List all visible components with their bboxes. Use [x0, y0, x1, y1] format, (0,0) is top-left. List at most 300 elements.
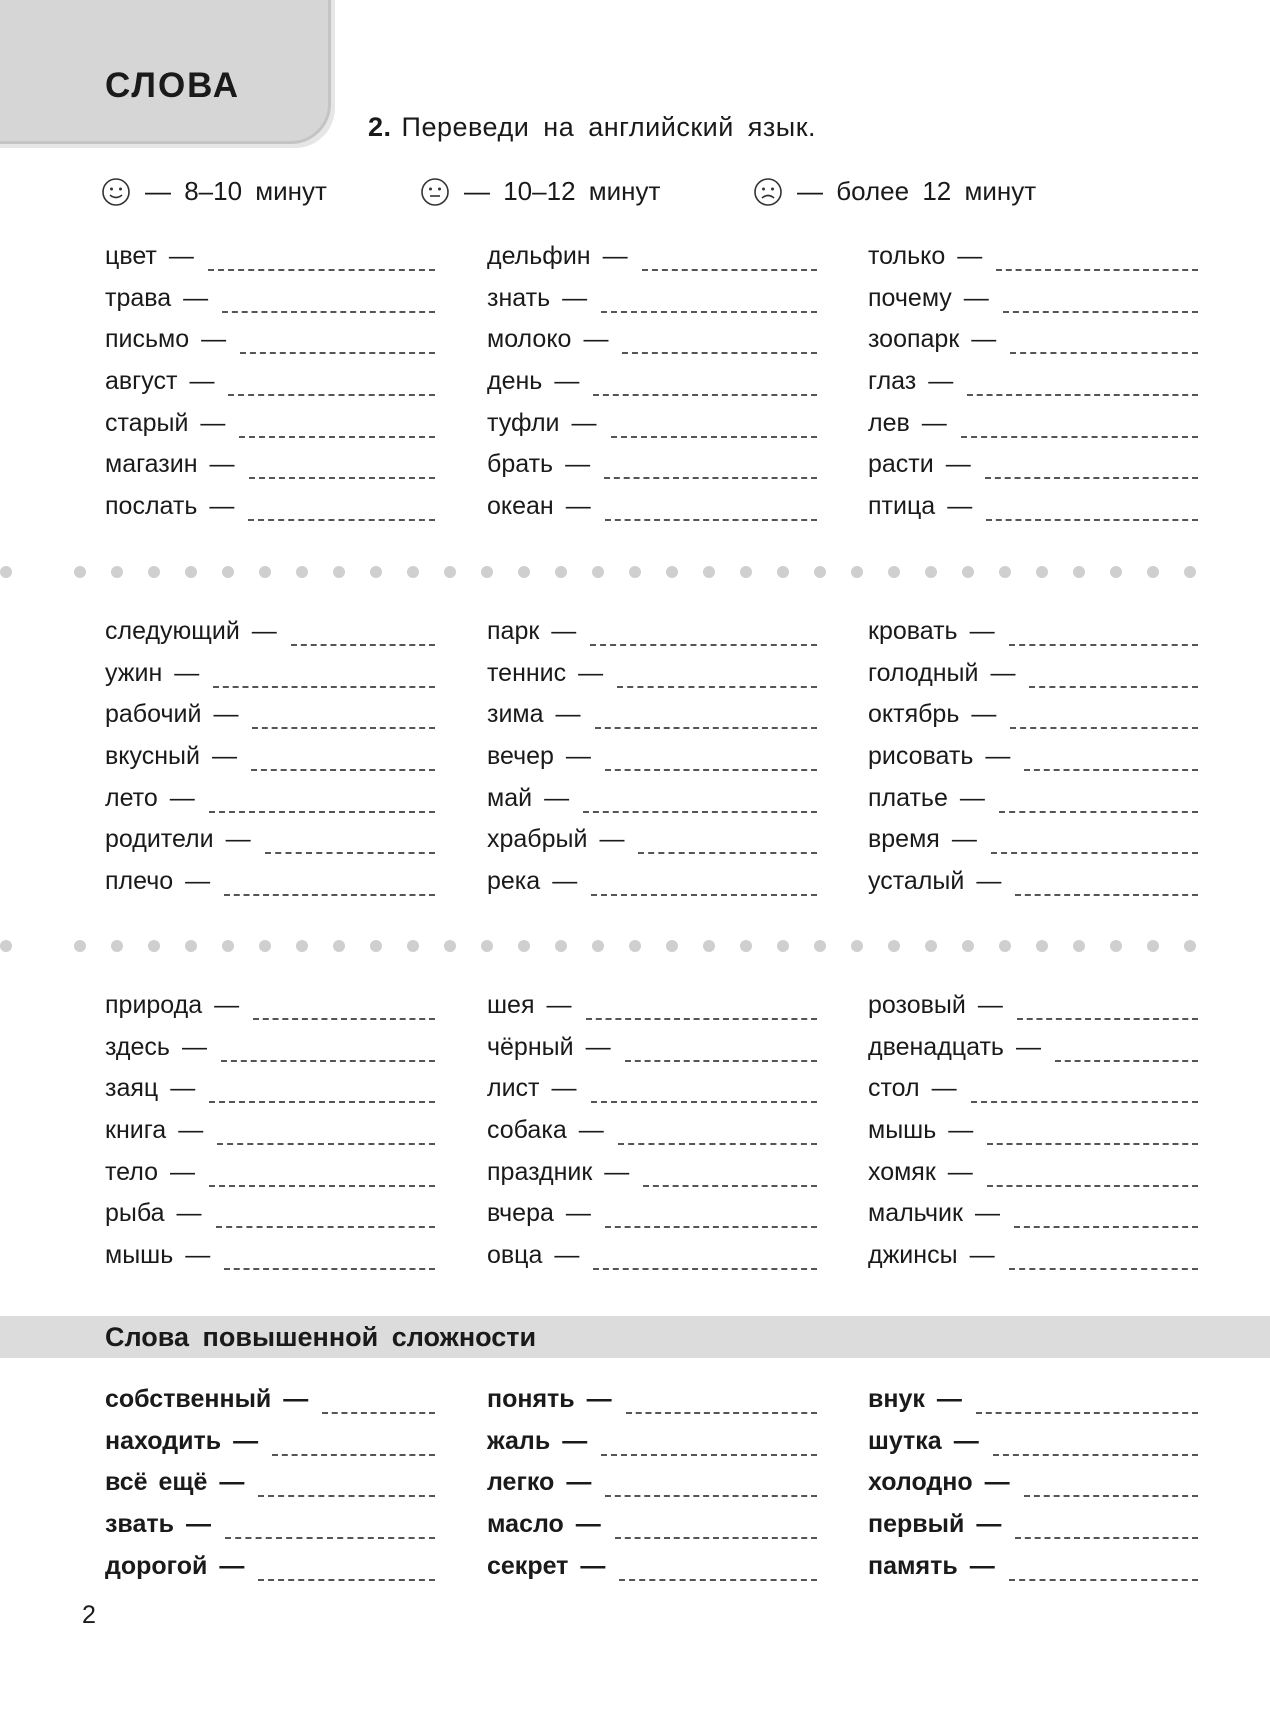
divider-dot: [925, 940, 937, 952]
word-row: [105, 1384, 435, 1426]
word-row: [487, 1467, 817, 1509]
divider-dot: [888, 940, 900, 952]
word: голодный: [868, 658, 979, 687]
dot-divider: [0, 940, 1270, 954]
dash: —: [578, 658, 604, 687]
divider-dot: [444, 566, 456, 578]
dash: —: [565, 1199, 591, 1228]
word-row: [105, 866, 435, 908]
answer-field[interactable]: [590, 616, 817, 646]
word: мальчик: [868, 1199, 963, 1228]
answer-field[interactable]: [240, 324, 435, 354]
answer-field[interactable]: [976, 1384, 1198, 1414]
word: понять: [487, 1385, 575, 1413]
word: август: [105, 367, 178, 396]
answer-field[interactable]: [222, 283, 435, 313]
divider-dot: [1110, 566, 1122, 578]
divider-dot: [74, 940, 86, 952]
word-row: [868, 283, 1198, 325]
divider-dot: [629, 940, 641, 952]
word-column: [868, 241, 1198, 533]
answer-field[interactable]: [967, 366, 1198, 396]
divider-dot: [111, 940, 123, 952]
word-row: [868, 1032, 1198, 1074]
divider-dot: [1036, 566, 1048, 578]
divider-dot: [962, 940, 974, 952]
legend-text: — более 12 минут: [797, 176, 1037, 206]
answer-field[interactable]: [251, 741, 435, 771]
word-row: [868, 699, 1198, 741]
dash: —: [283, 1385, 309, 1413]
answer-field[interactable]: [322, 1384, 435, 1414]
word: первый: [868, 1510, 965, 1539]
word-row: [868, 824, 1198, 866]
word-row: [105, 658, 435, 700]
divider-dot: [333, 566, 345, 578]
word-row: [105, 241, 435, 283]
answer-field[interactable]: [601, 1426, 817, 1456]
word-row: [868, 990, 1198, 1032]
answer-field[interactable]: [961, 408, 1198, 438]
divider-dot: [185, 566, 197, 578]
answer-field[interactable]: [1010, 324, 1198, 354]
word-row: [868, 783, 1198, 825]
answer-field[interactable]: [638, 824, 817, 854]
word: парк: [487, 617, 540, 645]
word: здесь: [105, 1032, 170, 1061]
answer-field[interactable]: [971, 1073, 1198, 1103]
word: овца: [487, 1241, 543, 1270]
answer-field[interactable]: [224, 1240, 435, 1270]
word-row: [105, 1509, 435, 1551]
dash: —: [984, 1468, 1010, 1497]
answer-field[interactable]: [591, 1073, 817, 1103]
word-row: [487, 616, 817, 658]
answer-field[interactable]: [604, 449, 817, 479]
dash: —: [554, 367, 580, 396]
answer-field[interactable]: [209, 1157, 435, 1187]
divider-dot: [555, 566, 567, 578]
word-column: [105, 616, 435, 908]
word: масло: [487, 1510, 564, 1539]
dash: —: [168, 242, 194, 270]
answer-field[interactable]: [583, 783, 817, 813]
answer-field[interactable]: [591, 866, 817, 896]
word: усталый: [868, 867, 965, 896]
divider-dot: [777, 566, 789, 578]
answer-field[interactable]: [1009, 1240, 1198, 1270]
word: май: [487, 783, 533, 812]
answer-field[interactable]: [1024, 741, 1198, 771]
word-column: [105, 241, 435, 533]
word: вечер: [487, 742, 554, 771]
divider-dot: [592, 940, 604, 952]
answer-field[interactable]: [1009, 616, 1198, 646]
divider-dot: [1073, 940, 1085, 952]
divider-dot: [592, 566, 604, 578]
task-text: Переведи на английский язык.: [401, 112, 817, 142]
answer-field[interactable]: [625, 1032, 817, 1062]
word-row: [868, 1115, 1198, 1157]
word: ужин: [105, 658, 163, 687]
word-row: [487, 1240, 817, 1282]
answer-field[interactable]: [228, 366, 435, 396]
answer-field[interactable]: [1017, 990, 1198, 1020]
dash: —: [213, 700, 239, 729]
divider-dot: [999, 940, 1011, 952]
divider-dot: [666, 940, 678, 952]
word: цвет: [105, 242, 157, 270]
word-row: [487, 366, 817, 408]
divider-dot: [74, 566, 86, 578]
word-row: [105, 1426, 435, 1468]
dash: —: [585, 1032, 611, 1061]
dash: —: [562, 1426, 588, 1455]
legend-item-slow: [753, 176, 1036, 207]
divider-dot: [185, 940, 197, 952]
hard-words-title: Слова повышенной сложности: [105, 1322, 537, 1352]
dash: —: [583, 325, 609, 354]
word: розовый: [868, 991, 966, 1019]
word-row: [487, 1384, 817, 1426]
dash: —: [185, 1510, 211, 1539]
word-column: [868, 1384, 1198, 1592]
dash: —: [971, 700, 997, 729]
word-row: [105, 616, 435, 658]
word-row: [105, 1115, 435, 1157]
page-number: 2: [82, 1601, 96, 1629]
dash: —: [1015, 1032, 1041, 1061]
dash: —: [544, 783, 570, 812]
word-row: [487, 990, 817, 1032]
answer-field[interactable]: [1014, 1198, 1198, 1228]
answer-field[interactable]: [225, 1509, 435, 1539]
legend-text: — 8–10 минут: [145, 176, 327, 206]
dash: —: [985, 742, 1011, 771]
divider-dot: [148, 940, 160, 952]
answer-field[interactable]: [239, 408, 435, 438]
word-column: [105, 1384, 435, 1592]
word: лев: [868, 408, 910, 437]
divider-dot: [518, 940, 530, 952]
legend-text: — 10–12 минут: [464, 176, 661, 206]
answer-field[interactable]: [1024, 1467, 1198, 1497]
answer-field[interactable]: [209, 783, 435, 813]
answer-field[interactable]: [617, 658, 817, 688]
divider-dot: [296, 566, 308, 578]
word-row: [868, 658, 1198, 700]
answer-field[interactable]: [595, 699, 817, 729]
word-row: [868, 616, 1198, 658]
word-row: [868, 324, 1198, 366]
dash: —: [554, 1241, 580, 1270]
dash: —: [571, 408, 597, 437]
divider-dot: [148, 566, 160, 578]
dash: —: [176, 1199, 202, 1228]
answer-field[interactable]: [258, 1551, 435, 1581]
word-row: [105, 1073, 435, 1115]
word: расти: [868, 450, 934, 479]
answer-field[interactable]: [249, 449, 435, 479]
word-row: [105, 491, 435, 533]
dash: —: [233, 1426, 259, 1455]
answer-field[interactable]: [605, 491, 817, 521]
dash: —: [178, 1116, 204, 1145]
dash: —: [947, 1157, 973, 1186]
dash: —: [555, 700, 581, 729]
divider-dot: [851, 940, 863, 952]
answer-field[interactable]: [626, 1384, 817, 1414]
dash: —: [200, 408, 226, 437]
word-row: [487, 699, 817, 741]
dash: —: [575, 1510, 601, 1539]
answer-field[interactable]: [993, 1426, 1198, 1456]
answer-field[interactable]: [1003, 283, 1198, 313]
word: всё ещё: [105, 1468, 208, 1497]
divider-dot: [444, 940, 456, 952]
divider-dot: [1184, 940, 1196, 952]
word-row: [487, 741, 817, 783]
dash: —: [219, 1551, 245, 1580]
word: теннис: [487, 658, 567, 687]
divider-dot: [666, 566, 678, 578]
answer-field[interactable]: [209, 1073, 435, 1103]
answer-field[interactable]: [216, 1198, 435, 1228]
dash: —: [990, 658, 1016, 687]
answer-field[interactable]: [593, 366, 817, 396]
divider-dot: [555, 940, 567, 952]
answer-field[interactable]: [1015, 1509, 1198, 1539]
task-number: 2.: [368, 112, 392, 142]
word: вкусный: [105, 742, 200, 771]
answer-field[interactable]: [605, 1198, 817, 1228]
dash: —: [580, 1551, 606, 1580]
answer-field[interactable]: [1055, 1032, 1198, 1062]
word-row: [868, 1426, 1198, 1468]
dash: —: [185, 1241, 211, 1270]
word-column: [487, 616, 817, 908]
answer-field[interactable]: [272, 1426, 435, 1456]
divider-dot: [703, 566, 715, 578]
answer-field[interactable]: [601, 283, 817, 313]
dash: —: [181, 1032, 207, 1061]
answer-field[interactable]: [985, 449, 1198, 479]
dash: —: [959, 783, 985, 812]
answer-field[interactable]: [1029, 658, 1198, 688]
word: только: [868, 242, 946, 270]
word-row: [868, 1384, 1198, 1426]
dash: —: [209, 492, 235, 521]
word-row: [487, 1509, 817, 1551]
word: лето: [105, 783, 158, 812]
word: вчера: [487, 1199, 554, 1228]
answer-field[interactable]: [208, 241, 435, 271]
word: память: [868, 1551, 958, 1580]
word-row: [105, 1467, 435, 1509]
word-row: [487, 1115, 817, 1157]
word: птица: [868, 492, 936, 521]
answer-field[interactable]: [999, 783, 1198, 813]
dash: —: [947, 492, 973, 521]
answer-field[interactable]: [586, 990, 818, 1020]
divider-dot: [0, 566, 12, 578]
divider-dot: [407, 566, 419, 578]
dash: —: [225, 825, 251, 854]
word-row: [868, 741, 1198, 783]
word-column: [868, 990, 1198, 1282]
word-row: [487, 491, 817, 533]
answer-field[interactable]: [987, 1115, 1198, 1145]
dash: —: [969, 617, 995, 645]
dash: —: [565, 742, 591, 771]
answer-field[interactable]: [217, 1115, 435, 1145]
word: магазин: [105, 450, 198, 479]
answer-field[interactable]: [618, 1115, 817, 1145]
word: двенадцать: [868, 1032, 1004, 1061]
divider-dot: [999, 566, 1011, 578]
dash: —: [974, 1199, 1000, 1228]
answer-field[interactable]: [991, 824, 1198, 854]
dash: —: [957, 242, 983, 270]
dash: —: [219, 1468, 245, 1497]
answer-field[interactable]: [265, 824, 435, 854]
answer-field[interactable]: [642, 241, 817, 271]
word-row: [868, 491, 1198, 533]
word-row: [487, 324, 817, 366]
answer-field[interactable]: [619, 1551, 817, 1581]
divider-dot: [1147, 566, 1159, 578]
answer-field[interactable]: [213, 658, 435, 688]
word-row: [487, 1198, 817, 1240]
dash: —: [174, 658, 200, 687]
divider-dot: [1073, 566, 1085, 578]
word: зоопарк: [868, 325, 960, 354]
answer-field[interactable]: [987, 1157, 1198, 1187]
answer-field[interactable]: [253, 990, 435, 1020]
word: собственный: [105, 1385, 272, 1413]
answer-field[interactable]: [252, 699, 435, 729]
word: знать: [487, 283, 551, 312]
divider-dot: [333, 940, 345, 952]
dash: —: [185, 867, 211, 896]
answer-field[interactable]: [1015, 866, 1198, 896]
dash: —: [201, 325, 227, 354]
word-row: [868, 1198, 1198, 1240]
dash: —: [170, 1074, 196, 1103]
divider-dot: [370, 940, 382, 952]
word-row: [105, 324, 435, 366]
word-row: [487, 283, 817, 325]
answer-field[interactable]: [248, 491, 435, 521]
word: мышь: [105, 1241, 174, 1270]
word-row: [105, 1240, 435, 1282]
word: рисовать: [868, 742, 974, 771]
word-row: [105, 1551, 435, 1593]
dash: —: [214, 991, 240, 1019]
answer-field[interactable]: [996, 241, 1198, 271]
dash: —: [936, 1385, 962, 1413]
answer-field[interactable]: [224, 866, 435, 896]
legend-item-medium: [420, 176, 660, 207]
divider-dot: [407, 940, 419, 952]
word-row: [868, 1073, 1198, 1115]
word-row: [868, 241, 1198, 283]
word-row: [487, 1426, 817, 1468]
dash: —: [977, 991, 1003, 1019]
dash: —: [211, 742, 237, 771]
word: природа: [105, 991, 203, 1019]
dash: —: [599, 825, 625, 854]
answer-field[interactable]: [611, 408, 817, 438]
dash: —: [170, 1157, 196, 1186]
word: звать: [105, 1510, 174, 1539]
word-row: [868, 1467, 1198, 1509]
divider-dot: [814, 940, 826, 952]
word-row: [487, 449, 817, 491]
divider-dot: [1184, 566, 1196, 578]
answer-field[interactable]: [615, 1509, 817, 1539]
dash: —: [976, 867, 1002, 896]
word-row: [105, 1198, 435, 1240]
divider-dot: [222, 940, 234, 952]
word: молоко: [487, 325, 572, 354]
word: послать: [105, 492, 198, 521]
dash: —: [948, 1116, 974, 1145]
dash: —: [578, 1116, 604, 1145]
answer-field[interactable]: [1010, 699, 1198, 729]
dash: —: [183, 283, 209, 312]
answer-field[interactable]: [622, 324, 817, 354]
dash: —: [251, 617, 277, 645]
word: чёрный: [487, 1032, 574, 1061]
neutral-face-icon: [420, 177, 450, 207]
word: октябрь: [868, 700, 960, 729]
word: река: [487, 867, 541, 896]
word-row: [868, 866, 1198, 908]
word: собака: [487, 1116, 567, 1145]
answer-field[interactable]: [221, 1032, 435, 1062]
word: тело: [105, 1157, 159, 1186]
divider-dot: [481, 566, 493, 578]
word: хомяк: [868, 1157, 936, 1186]
answer-field[interactable]: [258, 1467, 435, 1497]
answer-field[interactable]: [1009, 1551, 1198, 1581]
word: старый: [105, 408, 189, 437]
word-row: [105, 824, 435, 866]
answer-field[interactable]: [605, 1467, 817, 1497]
divider-dot: [814, 566, 826, 578]
dash: —: [969, 1241, 995, 1270]
answer-field[interactable]: [986, 491, 1198, 521]
word: заяц: [105, 1074, 159, 1103]
word: трава: [105, 283, 172, 312]
divider-dot: [962, 566, 974, 578]
word-row: [487, 824, 817, 866]
answer-field[interactable]: [605, 741, 817, 771]
task-instruction: [368, 112, 816, 143]
section-title: СЛОВА: [105, 66, 240, 105]
word-row: [487, 783, 817, 825]
word: шутка: [868, 1426, 942, 1455]
dash: —: [604, 1157, 630, 1186]
answer-field[interactable]: [593, 1240, 817, 1270]
answer-field[interactable]: [291, 616, 435, 646]
answer-field[interactable]: [643, 1157, 817, 1187]
word: день: [487, 367, 543, 396]
word-column: [487, 990, 817, 1282]
word: храбрый: [487, 825, 588, 854]
dash: —: [551, 617, 577, 645]
